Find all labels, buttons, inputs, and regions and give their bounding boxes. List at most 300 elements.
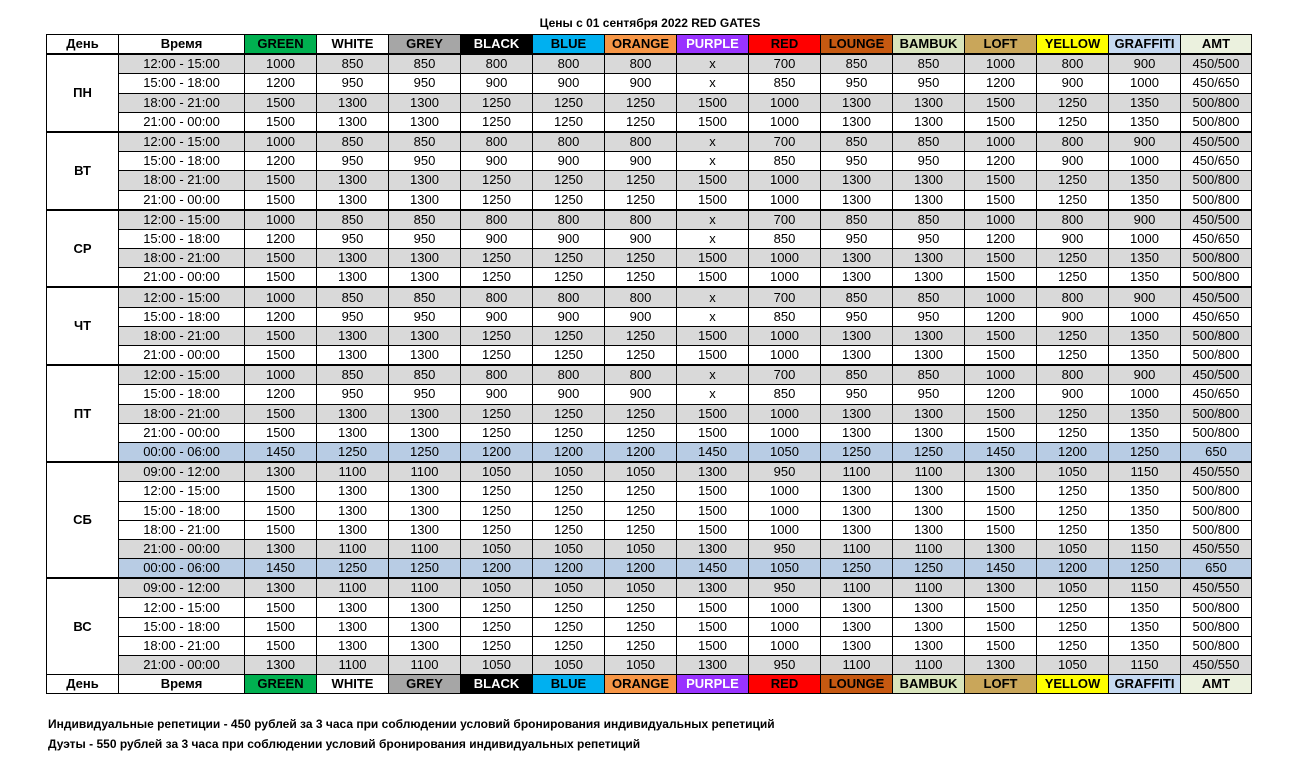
price-cell: 1350	[1109, 171, 1181, 190]
price-cell: 1000	[1109, 74, 1181, 93]
price-cell: 1300	[821, 636, 893, 655]
price-cell: 1250	[893, 442, 965, 462]
price-cell: 1300	[821, 249, 893, 268]
price-cell: 1300	[245, 578, 317, 598]
price-cell: 1000	[245, 132, 317, 152]
price-cell: 900	[1037, 229, 1109, 248]
price-cell: 950	[317, 152, 389, 171]
price-cell: 1200	[461, 559, 533, 579]
price-cell: 1300	[821, 520, 893, 539]
price-cell: 1500	[677, 617, 749, 636]
price-cell: 1250	[605, 520, 677, 539]
price-cell: 1050	[1037, 462, 1109, 482]
table-row	[47, 365, 1252, 385]
price-cell: 850	[317, 132, 389, 152]
price-cell: 1500	[965, 112, 1037, 132]
price-cell: 1250	[605, 268, 677, 288]
price-cell: 1500	[965, 326, 1037, 345]
price-cell: 1350	[1109, 482, 1181, 501]
price-cell: 1300	[893, 617, 965, 636]
price-cell: 1150	[1109, 578, 1181, 598]
header-room-grey: GREY	[389, 35, 461, 55]
price-cell: 1300	[821, 482, 893, 501]
price-cell: 1200	[245, 307, 317, 326]
price-cell: x	[677, 210, 749, 230]
price-cell: 800	[533, 132, 605, 152]
price-cell: 950	[389, 152, 461, 171]
price-cell: 1250	[533, 190, 605, 210]
price-cell: 950	[389, 307, 461, 326]
price-cell: 1300	[821, 326, 893, 345]
time-slot: 12:00 - 15:00	[119, 54, 245, 74]
price-cell: 1250	[605, 112, 677, 132]
price-cell: 850	[893, 54, 965, 74]
price-cell: 900	[461, 307, 533, 326]
price-cell: 850	[389, 54, 461, 74]
price-cell: 1500	[965, 93, 1037, 112]
price-cell: 1350	[1109, 404, 1181, 423]
price-cell: 1500	[245, 598, 317, 617]
price-cell: 450/650	[1181, 307, 1252, 326]
price-cell: 1300	[893, 268, 965, 288]
time-slot: 18:00 - 21:00	[119, 93, 245, 112]
price-cell: 1100	[317, 656, 389, 675]
price-cell: 1050	[605, 656, 677, 675]
price-cell: 1050	[1037, 656, 1109, 675]
time-slot: 18:00 - 21:00	[119, 326, 245, 345]
price-cell: 1300	[893, 171, 965, 190]
price-cell: 1250	[605, 617, 677, 636]
price-cell: 850	[893, 132, 965, 152]
price-cell: 900	[605, 229, 677, 248]
price-cell: 700	[749, 132, 821, 152]
price-cell: 1300	[965, 656, 1037, 675]
header-room-bambuk: BAMBUK	[893, 35, 965, 55]
price-cell: 1250	[461, 636, 533, 655]
price-cell: 1300	[893, 404, 965, 423]
price-cell: 1100	[389, 656, 461, 675]
price-cell: 950	[317, 385, 389, 404]
price-cell: 1300	[389, 112, 461, 132]
price-cell: 800	[533, 287, 605, 307]
price-cell: 1000	[749, 501, 821, 520]
price-cell: 1250	[461, 501, 533, 520]
price-cell: 1500	[677, 598, 749, 617]
price-cell: 850	[389, 210, 461, 230]
price-cell: 950	[893, 385, 965, 404]
price-cell: 1250	[605, 501, 677, 520]
header-room-amt: AMT	[1181, 675, 1252, 694]
price-cell: 450/500	[1181, 365, 1252, 385]
price-cell: 1300	[821, 268, 893, 288]
price-cell: 1300	[317, 249, 389, 268]
price-cell: 900	[1037, 307, 1109, 326]
price-cell: 1000	[965, 54, 1037, 74]
price-cell: 800	[461, 54, 533, 74]
time-slot: 18:00 - 21:00	[119, 404, 245, 423]
price-cell: 900	[1037, 385, 1109, 404]
price-cell: 500/800	[1181, 598, 1252, 617]
price-cell: 1100	[893, 578, 965, 598]
header-room-orange: ORANGE	[605, 675, 677, 694]
header-room-black: BLACK	[461, 675, 533, 694]
price-cell: 1500	[245, 423, 317, 442]
price-cell: 1000	[965, 210, 1037, 230]
price-cell: 1350	[1109, 636, 1181, 655]
time-slot: 21:00 - 00:00	[119, 268, 245, 288]
price-cell: 1350	[1109, 520, 1181, 539]
time-slot: 18:00 - 21:00	[119, 520, 245, 539]
header-room-yellow: YELLOW	[1037, 675, 1109, 694]
price-cell: 1500	[965, 482, 1037, 501]
price-cell: 1050	[461, 462, 533, 482]
price-cell: 1000	[1109, 307, 1181, 326]
price-cell: 1050	[533, 656, 605, 675]
table-row	[47, 229, 1252, 248]
table-row	[47, 268, 1252, 288]
table-row	[47, 501, 1252, 520]
price-cell: 1300	[893, 636, 965, 655]
price-cell: 1050	[1037, 578, 1109, 598]
price-cell: 1250	[1037, 93, 1109, 112]
price-cell: 1500	[677, 423, 749, 442]
time-slot: 21:00 - 00:00	[119, 423, 245, 442]
price-cell: 1250	[605, 636, 677, 655]
price-cell: 1500	[245, 501, 317, 520]
price-cell: 1250	[533, 249, 605, 268]
price-cell: 1500	[245, 404, 317, 423]
price-cell: 1250	[1037, 326, 1109, 345]
price-cell: 1000	[245, 54, 317, 74]
price-cell: 900	[1109, 210, 1181, 230]
price-cell: 1250	[389, 442, 461, 462]
price-cell: 1150	[1109, 656, 1181, 675]
table-footer-row	[47, 675, 1252, 694]
header-room-graffiti: GRAFFITI	[1109, 675, 1181, 694]
price-cell: 1250	[533, 598, 605, 617]
price-cell: 1300	[389, 93, 461, 112]
header-room-orange: ORANGE	[605, 35, 677, 55]
table-row	[47, 74, 1252, 93]
price-cell: 900	[605, 152, 677, 171]
price-cell: 1300	[821, 598, 893, 617]
price-cell: 1250	[461, 171, 533, 190]
header-time: Время	[119, 35, 245, 55]
table-row	[47, 539, 1252, 558]
price-cell: 1100	[317, 578, 389, 598]
price-cell: 500/800	[1181, 249, 1252, 268]
table-row	[47, 171, 1252, 190]
price-cell: 1300	[893, 190, 965, 210]
price-cell: 1050	[605, 578, 677, 598]
price-cell: 500/800	[1181, 326, 1252, 345]
price-cell: 1500	[965, 423, 1037, 442]
price-cell: 1250	[1037, 482, 1109, 501]
price-cell: 1500	[965, 190, 1037, 210]
price-cell: 500/800	[1181, 423, 1252, 442]
price-cell: 1500	[965, 404, 1037, 423]
price-cell: 500/800	[1181, 190, 1252, 210]
price-cell: 1250	[1037, 636, 1109, 655]
price-cell: 1300	[389, 423, 461, 442]
price-cell: 1500	[965, 598, 1037, 617]
price-cell: 800	[461, 365, 533, 385]
price-cell: 900	[461, 229, 533, 248]
price-cell: 1250	[533, 617, 605, 636]
price-cell: x	[677, 365, 749, 385]
time-slot: 12:00 - 15:00	[119, 132, 245, 152]
day-label: ПН	[47, 54, 119, 132]
price-cell: 1450	[965, 442, 1037, 462]
price-cell: 1250	[461, 93, 533, 112]
price-cell: 1500	[245, 520, 317, 539]
price-cell: 1050	[605, 539, 677, 558]
price-cell: 1250	[533, 423, 605, 442]
price-cell: 1050	[461, 656, 533, 675]
note-individual: Индивидуальные репетиции - 450 рублей за 3 часа при соблюдении условий бронирования индивидуальных репетиций	[48, 717, 775, 731]
header-room-blue: BLUE	[533, 35, 605, 55]
price-cell: 850	[893, 365, 965, 385]
price-cell: 900	[1037, 74, 1109, 93]
price-cell: 1250	[605, 404, 677, 423]
price-cell: 850	[821, 54, 893, 74]
price-cell: 1000	[1109, 385, 1181, 404]
price-cell: 1300	[893, 520, 965, 539]
price-cell: 1300	[389, 617, 461, 636]
price-cell: 800	[533, 210, 605, 230]
header-room-lounge: LOUNGE	[821, 675, 893, 694]
price-cell: 1300	[389, 501, 461, 520]
price-cell: 450/550	[1181, 578, 1252, 598]
price-cell: 1050	[461, 539, 533, 558]
price-cell: 1500	[677, 482, 749, 501]
price-cell: 1500	[245, 190, 317, 210]
price-cell: 1200	[245, 152, 317, 171]
price-cell: 450/550	[1181, 656, 1252, 675]
price-cell: 1000	[1109, 229, 1181, 248]
price-cell: 850	[893, 287, 965, 307]
table-row	[47, 132, 1252, 152]
price-cell: 1250	[461, 482, 533, 501]
price-cell: 1300	[317, 501, 389, 520]
price-cell: 1250	[1037, 617, 1109, 636]
price-cell: 850	[749, 74, 821, 93]
price-cell: 1300	[893, 249, 965, 268]
price-cell: 1500	[965, 520, 1037, 539]
price-cell: 1000	[749, 346, 821, 366]
price-cell: 1300	[677, 462, 749, 482]
price-cell: 500/800	[1181, 520, 1252, 539]
price-cell: 1250	[533, 326, 605, 345]
price-cell: 1150	[1109, 539, 1181, 558]
price-cell: 1300	[317, 326, 389, 345]
price-cell: 1300	[821, 93, 893, 112]
price-cell: 1250	[1037, 520, 1109, 539]
price-cell: 800	[605, 287, 677, 307]
table-row	[47, 249, 1252, 268]
price-cell: 800	[1037, 287, 1109, 307]
price-cell: 1000	[749, 326, 821, 345]
time-slot: 09:00 - 12:00	[119, 462, 245, 482]
price-cell: 1500	[245, 482, 317, 501]
price-cell: 1500	[965, 617, 1037, 636]
price-cell: x	[677, 74, 749, 93]
time-slot: 12:00 - 15:00	[119, 598, 245, 617]
price-cell: x	[677, 307, 749, 326]
price-cell: 1350	[1109, 326, 1181, 345]
price-cell: 800	[605, 365, 677, 385]
header-room-white: WHITE	[317, 675, 389, 694]
time-slot: 15:00 - 18:00	[119, 152, 245, 171]
price-cell: 1000	[749, 93, 821, 112]
price-cell: 800	[1037, 210, 1109, 230]
price-cell: 1000	[749, 190, 821, 210]
price-cell: 1500	[677, 346, 749, 366]
price-cell: 1300	[965, 578, 1037, 598]
price-cell: 1200	[533, 442, 605, 462]
time-slot: 12:00 - 15:00	[119, 482, 245, 501]
price-cell: 1300	[965, 539, 1037, 558]
header-room-amt: AMT	[1181, 35, 1252, 55]
price-cell: 1250	[461, 423, 533, 442]
header-room-white: WHITE	[317, 35, 389, 55]
price-cell: 650	[1181, 559, 1252, 579]
price-cell: 1500	[965, 171, 1037, 190]
price-cell: 1250	[605, 326, 677, 345]
price-cell: 800	[461, 210, 533, 230]
day-label: СБ	[47, 462, 119, 578]
price-cell: 450/500	[1181, 132, 1252, 152]
table-row	[47, 287, 1252, 307]
time-slot: 15:00 - 18:00	[119, 385, 245, 404]
table-row	[47, 190, 1252, 210]
table-row	[47, 385, 1252, 404]
price-cell: 800	[461, 132, 533, 152]
price-cell: 800	[533, 365, 605, 385]
price-cell: 1250	[533, 501, 605, 520]
price-cell: 1000	[749, 171, 821, 190]
price-cell: 850	[749, 229, 821, 248]
price-cell: 1250	[605, 93, 677, 112]
price-cell: 1250	[317, 559, 389, 579]
price-cell: 1100	[893, 656, 965, 675]
price-cell: 1250	[533, 520, 605, 539]
price-cell: 1300	[389, 598, 461, 617]
time-slot: 18:00 - 21:00	[119, 171, 245, 190]
price-cell: 850	[821, 132, 893, 152]
time-slot: 18:00 - 21:00	[119, 636, 245, 655]
price-cell: 1500	[677, 268, 749, 288]
time-slot: 21:00 - 00:00	[119, 346, 245, 366]
price-cell: 800	[605, 54, 677, 74]
price-cell: 1000	[245, 365, 317, 385]
time-slot: 18:00 - 21:00	[119, 249, 245, 268]
price-cell: 1300	[821, 190, 893, 210]
time-slot: 12:00 - 15:00	[119, 210, 245, 230]
price-cell: 1250	[821, 442, 893, 462]
price-cell: 1100	[821, 462, 893, 482]
price-cell: 1350	[1109, 501, 1181, 520]
price-cell: 1250	[461, 346, 533, 366]
day-label: ВТ	[47, 132, 119, 210]
time-slot: 21:00 - 00:00	[119, 190, 245, 210]
price-cell: 1050	[1037, 539, 1109, 558]
day-label: ПТ	[47, 365, 119, 462]
price-cell: 1200	[965, 152, 1037, 171]
price-cell: 500/800	[1181, 93, 1252, 112]
price-cell: 1000	[749, 482, 821, 501]
price-cell: 450/500	[1181, 210, 1252, 230]
price-cell: 500/800	[1181, 404, 1252, 423]
price-cell: 950	[821, 307, 893, 326]
day-label: СР	[47, 210, 119, 288]
table-row	[47, 636, 1252, 655]
price-cell: 1300	[893, 93, 965, 112]
price-cell: 1250	[533, 171, 605, 190]
price-cell: 800	[461, 287, 533, 307]
price-cell: 1350	[1109, 249, 1181, 268]
price-cell: 500/800	[1181, 617, 1252, 636]
time-slot: 15:00 - 18:00	[119, 229, 245, 248]
price-cell: 1300	[893, 423, 965, 442]
price-cell: 1500	[965, 636, 1037, 655]
price-cell: 850	[749, 385, 821, 404]
price-cell: 1350	[1109, 346, 1181, 366]
price-cell: 1350	[1109, 598, 1181, 617]
notes	[48, 714, 775, 754]
table-row	[47, 112, 1252, 132]
table-row	[47, 442, 1252, 462]
price-cell: 800	[1037, 365, 1109, 385]
price-cell: 1250	[605, 190, 677, 210]
price-cell: 1000	[965, 287, 1037, 307]
price-cell: 1300	[821, 617, 893, 636]
price-cell: 1000	[1109, 152, 1181, 171]
price-cell: 1300	[317, 520, 389, 539]
price-cell: 1450	[245, 559, 317, 579]
price-cell: x	[677, 132, 749, 152]
table-row	[47, 326, 1252, 345]
price-cell: 900	[461, 385, 533, 404]
price-cell: 800	[1037, 54, 1109, 74]
price-cell: 1500	[245, 326, 317, 345]
price-cell: 1300	[317, 423, 389, 442]
price-cell: 1500	[677, 249, 749, 268]
header-room-red: RED	[749, 35, 821, 55]
price-cell: 1500	[677, 326, 749, 345]
price-cell: 900	[605, 74, 677, 93]
day-label: ВС	[47, 578, 119, 674]
price-cell: 1250	[1037, 423, 1109, 442]
price-cell: 1300	[317, 93, 389, 112]
header-time: Время	[119, 675, 245, 694]
price-cell: 950	[317, 229, 389, 248]
price-cell: 1300	[389, 520, 461, 539]
price-cell: 1450	[245, 442, 317, 462]
price-cell: 1100	[389, 539, 461, 558]
price-cell: 450/650	[1181, 385, 1252, 404]
price-cell: 850	[389, 132, 461, 152]
price-cell: 1300	[317, 482, 389, 501]
header-day: День	[47, 675, 119, 694]
price-cell: 1300	[245, 656, 317, 675]
price-cell: 1300	[389, 249, 461, 268]
price-cell: 450/500	[1181, 287, 1252, 307]
time-slot: 15:00 - 18:00	[119, 501, 245, 520]
price-cell: 500/800	[1181, 268, 1252, 288]
price-cell: 1000	[749, 112, 821, 132]
price-cell: x	[677, 229, 749, 248]
